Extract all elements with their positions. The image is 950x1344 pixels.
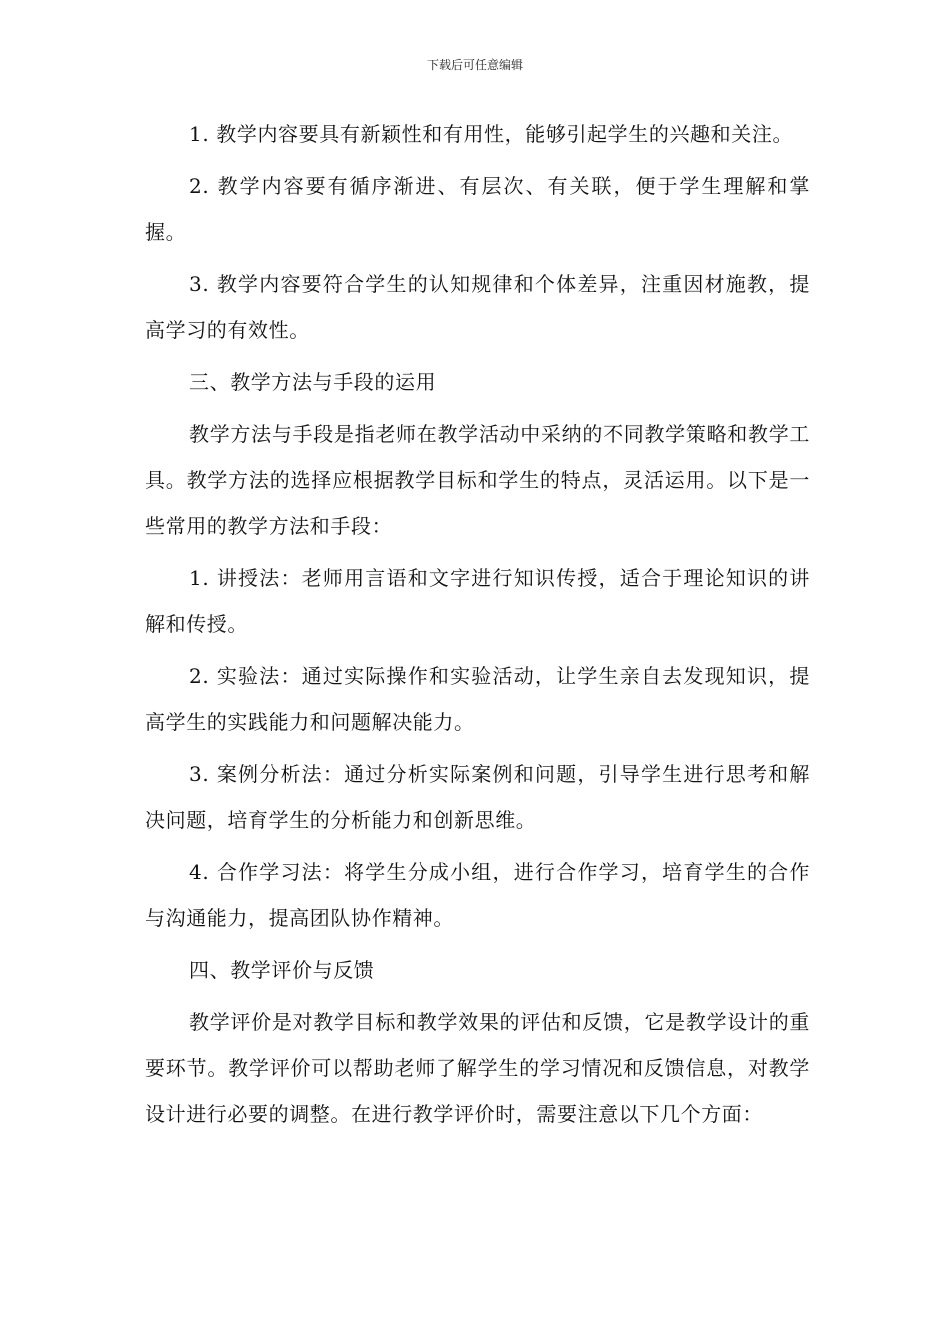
list-item-cooperative-learning: 4. 合作学习法：将学生分成小组，进行合作学习，培育学生的合作与沟通能力，提高团队协作精神。 xyxy=(145,860,810,930)
list-item-content-progressive: 2. 教学内容要有循序渐进、有层次、有关联，便于学生理解和掌握。 xyxy=(145,174,810,244)
section-heading-methods: 三、教学方法与手段的运用 xyxy=(189,370,437,394)
list-item-experiment-method: 2. 实验法：通过实际操作和实验活动，让学生亲自去发现知识，提高学生的实践能力和问题解决能力。 xyxy=(145,664,810,734)
paragraph-evaluation-intro: 教学评价是对教学目标和教学效果的评估和反馈，它是教学设计的重要环节。教学评价可以帮助老师了解学生的学习情况和反馈信息，对教学设计进行必要的调整。在进行教学评价时，需要注意以下几个方面： xyxy=(145,1010,810,1126)
list-item-content-cognitive: 3. 教学内容要符合学生的认知规律和个体差异，注重因材施教，提高学习的有效性。 xyxy=(145,272,810,342)
list-item-content-novelty: 1. 教学内容要具有新颖性和有用性，能够引起学生的兴趣和关注。 xyxy=(189,122,794,146)
list-item-case-analysis-method: 3. 案例分析法：通过分析实际案例和问题，引导学生进行思考和解决问题，培育学生的分析能力和创新思维。 xyxy=(145,762,810,832)
document-body xyxy=(145,111,810,1143)
paragraph-methods-intro: 教学方法与手段是指老师在教学活动中采纳的不同教学策略和教学工具。教学方法的选择应根据教学目标和学生的特点，灵活运用。以下是一些常用的教学方法和手段： xyxy=(145,422,810,538)
page-header: 下载后可任意编辑 xyxy=(426,58,523,72)
section-heading-evaluation: 四、教学评价与反馈 xyxy=(189,958,375,982)
list-item-lecture-method: 1. 讲授法：老师用言语和文字进行知识传授，适合于理论知识的讲解和传授。 xyxy=(145,566,810,636)
